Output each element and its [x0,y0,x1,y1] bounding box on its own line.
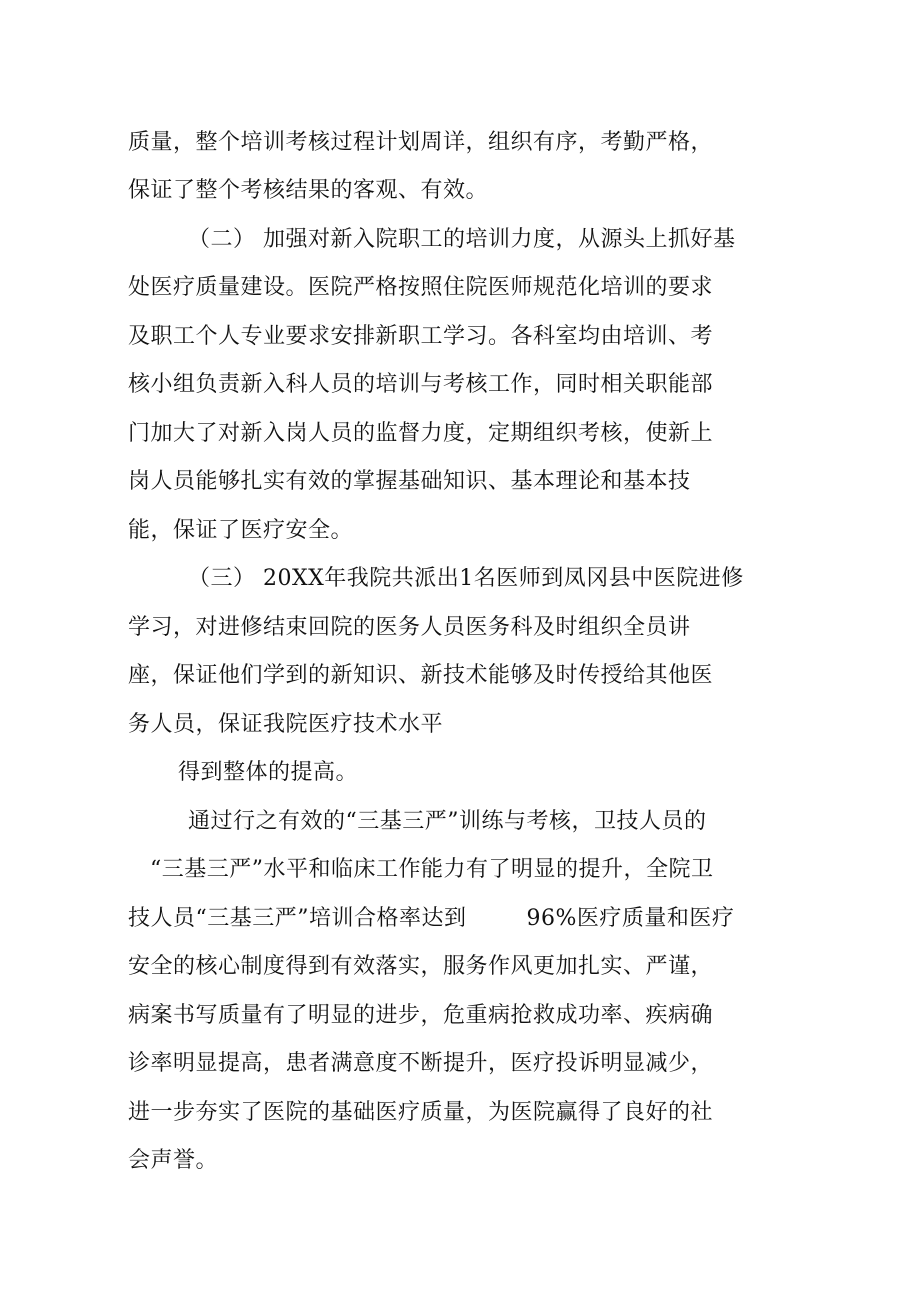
text-line: 岗人员能够扎实有效的掌握基础知识、基本理论和基本技 [128,469,691,494]
text-line: 保证了整个考核结果的客观、有效。 [128,178,489,203]
text-line: 得到整体的提高。 [178,760,359,785]
text-line: 病案书写质量有了明显的进步，危重病抢救成功率、疾病确 [128,1003,714,1028]
section-heading-3: （三） 20XX年我院共派出1名医师到凤冈县中医院进修 [188,566,744,591]
rate-text: 96%医疗质量和医疗 [526,906,735,931]
text-line: 处医疗质量建设。医院严格按照住院医师规范化培训的要求 [128,275,714,300]
text-line: 能，保证了医疗安全。 [128,518,354,543]
text-segment: 技人员“三基三严”培训合格率达到 [128,906,467,931]
text-line: 质量，整个培训考核过程计划周详，组织有序，考勤严格， [128,130,714,155]
text-line: 务人员，保证我院医疗技术水平 [128,712,444,737]
paragraph-start: 通过行之有效的“三基三严”训练与考核，卫技人员的 [188,809,707,834]
text-line: 会声誉。 [128,1148,219,1173]
text-line-with-rate [128,904,734,934]
text-line: 座，保证他们学到的新知识、新技术能够及时传授给其他医 [128,663,714,688]
text-line: 门加大了对新入岗人员的监督力度，定期组织考核，使新上 [128,421,714,446]
text-line: 核小组负责新入科人员的培训与考核工作，同时相关职能部 [128,372,714,397]
section-heading-2: （二） 加强对新入院职工的培训力度，从源头上抓好基 [188,227,736,252]
text-line: “三基三严”水平和临床工作能力有了明显的提升，全院卫 [150,857,714,882]
text-line: 安全的核心制度得到有效落实，服务作风更加扎实、严谨， [128,954,714,979]
text-line: 及职工个人专业要求安排新职工学习。各科室均由培训、考 [128,324,714,349]
text-line: 诊率明显提高，患者满意度不断提升，医疗投诉明显减少， [128,1051,714,1076]
text-line: 进一步夯实了医院的基础医疗质量，为医院赢得了良好的社 [128,1100,714,1125]
text-line: 学习，对进修结束回院的医务人员医务科及时组织全员讲 [128,615,691,640]
